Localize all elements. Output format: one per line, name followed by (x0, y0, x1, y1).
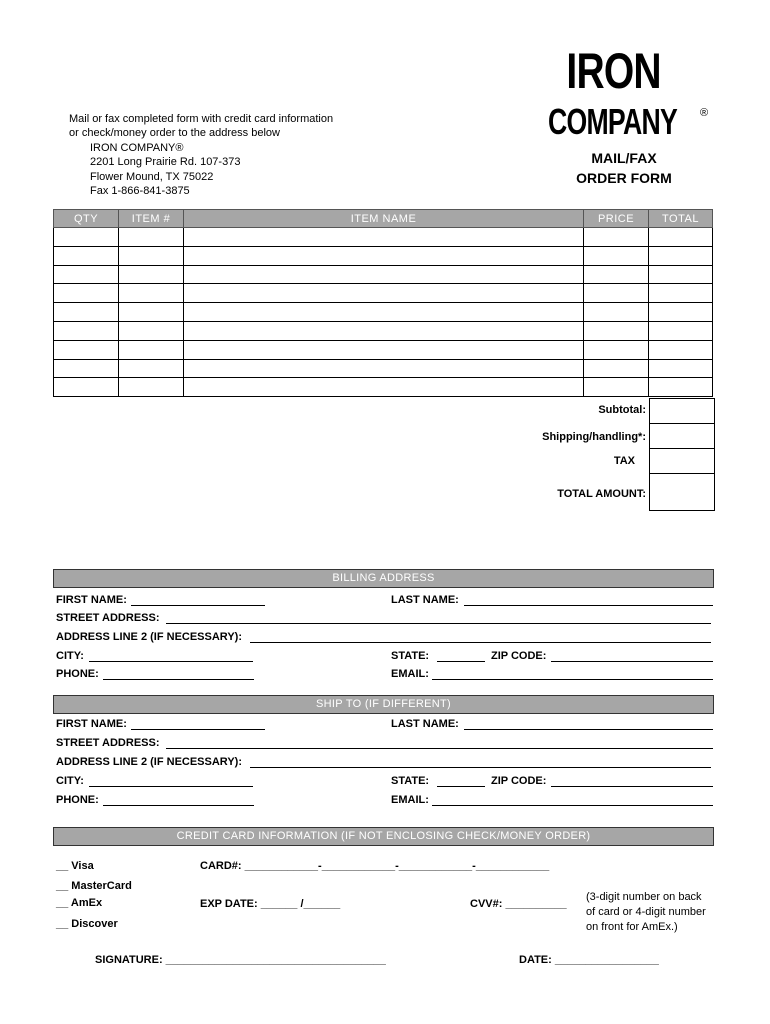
item-name-cell[interactable] (184, 340, 584, 359)
item-number-cell[interactable] (119, 359, 184, 378)
shipto-line2-label: ADDRESS LINE 2 (IF NECESSARY): (56, 756, 243, 768)
shipto-state-field[interactable] (437, 786, 485, 787)
qty-cell[interactable] (54, 228, 119, 247)
signature-field[interactable]: SIGNATURE: ____________________________________ (95, 954, 386, 966)
item-number-cell[interactable] (119, 265, 184, 284)
qty-cell[interactable] (54, 340, 119, 359)
item-name-cell[interactable] (184, 228, 584, 247)
amex-option[interactable]: __ AmEx (56, 897, 103, 909)
address-company: IRON COMPANY® (90, 141, 184, 154)
price-cell[interactable] (584, 265, 649, 284)
price-cell[interactable] (584, 246, 649, 265)
logo-iron: IRON (566, 43, 661, 99)
table-row (54, 340, 713, 359)
billing-street-field[interactable] (166, 623, 711, 624)
header-price: PRICE (584, 210, 649, 228)
header-item-number: ITEM # (119, 210, 184, 228)
address-fax: Fax 1-866-841-3875 (90, 185, 190, 198)
item-name-cell[interactable] (184, 321, 584, 340)
billing-address-header: BILLING ADDRESS (53, 569, 714, 588)
subtotal-field[interactable] (649, 398, 715, 424)
shipto-phone-label: PHONE: (56, 794, 99, 806)
table-row (54, 378, 713, 397)
total-cell[interactable] (649, 246, 713, 265)
item-name-cell[interactable] (184, 265, 584, 284)
cvv-note-line-3: on front for AmEx.) (586, 921, 678, 933)
item-name-cell[interactable] (184, 378, 584, 397)
total-amount-label: TOTAL AMOUNT: (557, 488, 646, 500)
table-row (54, 246, 713, 265)
form-title-line-1: MAIL/FAX (591, 150, 657, 166)
order-items-body (54, 228, 713, 397)
total-cell[interactable] (649, 265, 713, 284)
billing-phone-label: PHONE: (56, 668, 99, 680)
shipto-phone-field[interactable] (103, 805, 254, 806)
shipto-city-field[interactable] (89, 786, 253, 787)
billing-zip-field[interactable] (551, 661, 713, 662)
billing-city-label: CITY: (56, 650, 84, 662)
billing-email-label: EMAIL: (391, 668, 429, 680)
qty-cell[interactable] (54, 359, 119, 378)
price-cell[interactable] (584, 228, 649, 247)
shipto-street-field[interactable] (166, 748, 713, 749)
billing-zip-label: ZIP CODE: (491, 650, 547, 662)
qty-cell[interactable] (54, 321, 119, 340)
billing-phone-field[interactable] (103, 679, 254, 680)
shipto-zip-field[interactable] (551, 786, 713, 787)
billing-line2-label: ADDRESS LINE 2 (IF NECESSARY): (56, 631, 243, 643)
cvv-note (586, 890, 706, 935)
shipto-last-name-field[interactable] (464, 729, 713, 730)
ship-to-header: SHIP TO (IF DIFFERENT) (53, 695, 714, 714)
form-title-line-2: ORDER FORM (576, 170, 672, 186)
shipping-label: Shipping/handling*: (542, 431, 646, 443)
total-amount-field[interactable] (649, 473, 715, 511)
shipto-email-label: EMAIL: (391, 794, 429, 806)
total-cell[interactable] (649, 284, 713, 303)
total-cell[interactable] (649, 378, 713, 397)
billing-first-name-field[interactable] (131, 605, 265, 606)
shipto-first-name-label: FIRST NAME: (56, 718, 127, 730)
shipto-last-name-label: LAST NAME: (391, 718, 459, 730)
price-cell[interactable] (584, 284, 649, 303)
order-items-table (53, 209, 713, 397)
header-total: TOTAL (649, 210, 713, 228)
shipto-state-label: STATE: (391, 775, 430, 787)
address-street: 2201 Long Prairie Rd. 107-373 (90, 156, 241, 169)
shipto-first-name-field[interactable] (131, 729, 265, 730)
billing-line2-field[interactable] (250, 642, 711, 643)
shipping-field[interactable] (649, 423, 715, 449)
card-number-field[interactable]: CARD#: ____________-____________-____________-____________ (200, 860, 550, 872)
item-number-cell[interactable] (119, 284, 184, 303)
header-qty: QTY (54, 210, 119, 228)
billing-city-field[interactable] (89, 661, 253, 662)
billing-email-field[interactable] (432, 679, 713, 680)
credit-card-header: CREDIT CARD INFORMATION (IF NOT ENCLOSING CHECK/MONEY ORDER) (53, 827, 714, 846)
item-name-cell[interactable] (184, 359, 584, 378)
subtotal-label: Subtotal: (598, 404, 646, 416)
logo-company: COMPANY (548, 101, 678, 142)
billing-state-label: STATE: (391, 650, 430, 662)
tax-label: TAX (613, 455, 635, 467)
cvv-note-line-2: of card or 4-digit number (586, 906, 706, 918)
price-cell[interactable] (584, 321, 649, 340)
table-row (54, 265, 713, 284)
cvv-field[interactable]: CVV#: __________ (470, 898, 567, 910)
intro-line-2: or check/money order to the address below (69, 127, 280, 140)
mastercard-option[interactable]: __ MasterCard (56, 880, 132, 892)
qty-cell[interactable] (54, 284, 119, 303)
billing-street-label: STREET ADDRESS: (56, 612, 160, 624)
qty-cell[interactable] (54, 378, 119, 397)
item-number-cell[interactable] (119, 340, 184, 359)
price-cell[interactable] (584, 303, 649, 322)
table-row (54, 284, 713, 303)
total-cell[interactable] (649, 340, 713, 359)
item-name-cell[interactable] (184, 284, 584, 303)
billing-state-field[interactable] (437, 661, 485, 662)
qty-cell[interactable] (54, 303, 119, 322)
total-cell[interactable] (649, 359, 713, 378)
table-row (54, 303, 713, 322)
billing-first-name-label: FIRST NAME: (56, 594, 127, 606)
intro-text (69, 112, 333, 198)
item-number-cell[interactable] (119, 228, 184, 247)
billing-last-name-label: LAST NAME: (391, 594, 459, 606)
billing-last-name-field[interactable] (464, 605, 713, 606)
price-cell[interactable] (584, 340, 649, 359)
visa-option[interactable]: __ Visa (56, 860, 94, 872)
shipto-line2-field[interactable] (250, 767, 711, 768)
price-cell[interactable] (584, 378, 649, 397)
item-number-cell[interactable] (119, 378, 184, 397)
total-cell[interactable] (649, 228, 713, 247)
shipto-zip-label: ZIP CODE: (491, 775, 547, 787)
intro-line-1: Mail or fax completed form with credit card information (69, 113, 334, 125)
form-title (556, 148, 692, 188)
discover-option[interactable]: __ Discover (56, 918, 118, 930)
item-name-cell[interactable] (184, 303, 584, 322)
shipto-email-field[interactable] (432, 805, 713, 806)
address-city: Flower Mound, TX 75022 (90, 170, 214, 183)
qty-cell[interactable] (54, 265, 119, 284)
logo-registered-mark: ® (700, 107, 709, 119)
item-name-cell[interactable] (184, 246, 584, 265)
exp-date-field[interactable]: EXP DATE: ______ /______ (200, 898, 341, 910)
qty-cell[interactable] (54, 246, 119, 265)
item-number-cell[interactable] (119, 246, 184, 265)
item-number-cell[interactable] (119, 321, 184, 340)
header-item-name: ITEM NAME (184, 210, 584, 228)
shipto-street-label: STREET ADDRESS: (56, 737, 160, 749)
cvv-note-line-1: (3-digit number on back (586, 891, 702, 903)
table-row (54, 228, 713, 247)
date-field[interactable]: DATE: _________________ (519, 954, 659, 966)
table-row (54, 321, 713, 340)
tax-field[interactable] (649, 448, 715, 474)
total-cell[interactable] (649, 321, 713, 340)
shipto-city-label: CITY: (56, 775, 84, 787)
total-cell[interactable] (649, 303, 713, 322)
price-cell[interactable] (584, 359, 649, 378)
item-number-cell[interactable] (119, 303, 184, 322)
table-row (54, 359, 713, 378)
